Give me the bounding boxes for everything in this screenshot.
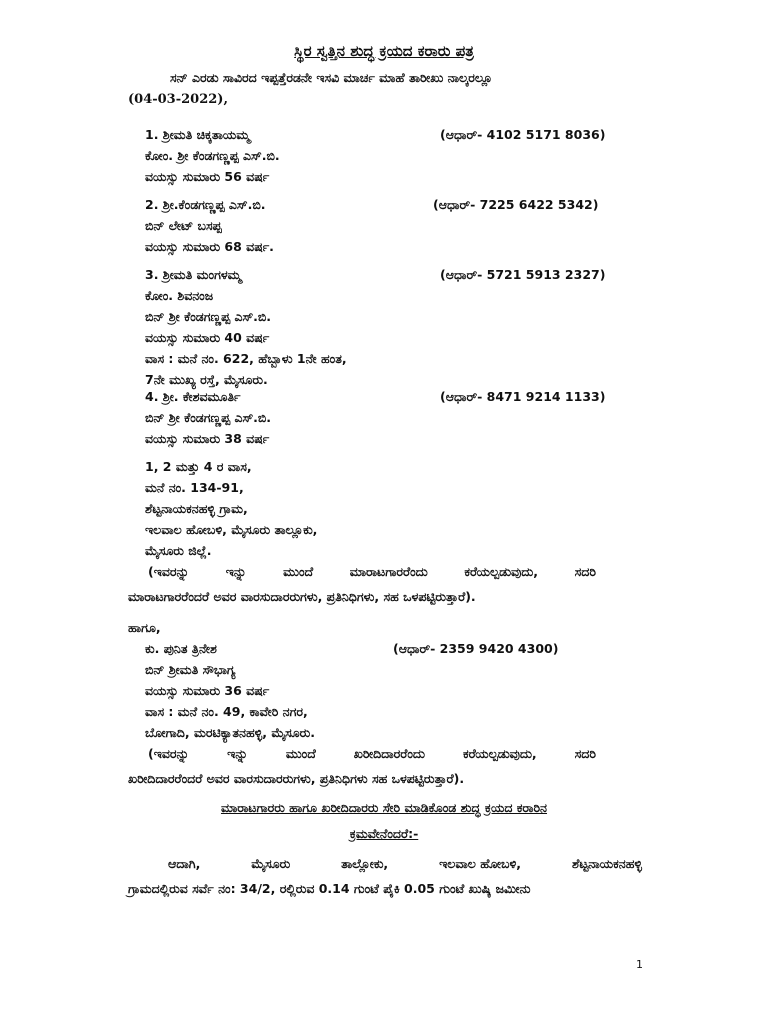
- seller-2-block: [145, 194, 625, 257]
- buyer-name: ಕು. ಪುನಿತ ತ್ರಿನೇಶ: [145, 641, 217, 656]
- address-line-2: ಮನೆ ನಂ. 134-91,: [145, 480, 244, 495]
- word: (ಇವರನ್ನು: [148, 564, 190, 579]
- address-line-1: 1, 2 ಮತ್ತು 4 ರ ವಾಸ,: [145, 459, 252, 474]
- word: ಮುಂದೆ: [283, 564, 314, 579]
- word: ಖರೀದಿದಾರರೆಂದು: [353, 746, 425, 761]
- address-line-3: ಶೆಟ್ಟನಾಯಕನಹಳ್ಳಿ ಗ್ರಾಮ,: [145, 501, 248, 516]
- buyer-relation: ಬಿನ್ ಶ್ರೀಮತಿ ಸೌಭಾಗ್ಯ: [145, 662, 236, 677]
- seller-3-name: 3. ಶ್ರೀಮತಿ ಮಂಗಳಮ್ಮ: [145, 267, 242, 282]
- address-line-4: ಇಲವಾಲ ಹೋಬಳಿ, ಮೈಸೂರು ತಾಲ್ಲೂಕು,: [145, 522, 318, 537]
- seller-4-name: 4. ಶ್ರೀ. ಕೇಶವಮೂರ್ತಿ: [145, 389, 241, 404]
- section-heading: ಮಾರಾಟಗಾರರು ಹಾಗೂ ಖರೀದಿದಾರರು ಸೇರಿ ಮಾಡಿಕೊಂಡ ಶುದ್ಧ ಕ್ರಯದ ಕರಾರಿನ: [220, 800, 548, 815]
- seller-2-relation: ಬಿನ್ ಲೇಟ್ ಬಸಪ್ಪ: [145, 218, 222, 233]
- seller-4-relation: ಬಿನ್ ಶ್ರೀ ಕೆಂಡಗಣ್ಣಪ್ಪ ಎಸ್.ಬಿ.: [145, 410, 272, 425]
- intro-date: (04-03-2022),: [128, 92, 228, 107]
- seller-3-relation: ಕೋಂ. ಶಿವನಂಜ: [145, 288, 214, 303]
- buyer-definition-line-2: ಖರೀದಿದಾರರೆಂದರೆ ಅವರ ವಾರಸುದಾರರುಗಳು, ಪ್ರತಿನಿಧಿಗಳು ಸಹ ಒಳಪಟ್ಟಿರುತ್ತಾರೆ).: [128, 771, 465, 786]
- seller-1-block: [145, 124, 625, 187]
- seller-3-aadhaar: (ಆಧಾರ್- 5721 5913 2327): [440, 267, 606, 282]
- seller-4-aadhaar: (ಆಧಾರ್- 8471 9214 1133): [440, 389, 606, 404]
- buyer-age: ವಯಸ್ಸು ಸುಮಾರು 36 ವರ್ಷ: [145, 683, 270, 698]
- word: ತಾಲ್ಲೋಕು,: [341, 856, 389, 871]
- word: ಸದರಿ: [574, 746, 596, 761]
- buyer-block: [145, 638, 625, 743]
- seller-2-name: 2. ಶ್ರೀ.ಕೆಂಡಗಣ್ಣಪ್ಪ ಎಸ್.ಬಿ.: [145, 197, 266, 212]
- word: ಇನ್ನು: [225, 564, 247, 579]
- buyer-address-2: ಬೋಗಾದಿ, ಮರಟಿಕ್ಯಾತನಹಳ್ಳಿ, ಮೈಸೂರು.: [145, 725, 315, 740]
- word: ಕರೆಯಲ್ಪಡುವುದು,: [464, 564, 539, 579]
- property-paragraph: [128, 850, 642, 900]
- seller-3-block: [145, 264, 625, 390]
- buyer-definition: [128, 740, 596, 790]
- buyer-address-1: ವಾಸ : ಮನೆ ನಂ. 49, ಕಾವೇರಿ ನಗರ,: [145, 704, 308, 719]
- section-subheading: ಕ್ರಮವೇನೆಂದರೆ:-: [349, 826, 419, 841]
- seller-3-age: ವಯಸ್ಸು ಸುಮಾರು 40 ವರ್ಷ: [145, 330, 270, 345]
- address-line-5: ಮೈಸೂರು ಜಿಲ್ಲೆ.: [145, 543, 212, 558]
- word: ಮಾರಾಟಗಾರರೆಂದು: [349, 564, 428, 579]
- page-number: 1: [636, 958, 643, 971]
- sellers-address-block: [145, 456, 625, 561]
- seller-3-son-of: ಬಿನ್ ಶ್ರೀ ಕೆಂಡಗಣ್ಣಪ್ಪ ಎಸ್.ಬಿ.: [145, 309, 272, 324]
- seller-2-aadhaar: (ಆಧಾರ್- 7225 6422 5342): [433, 197, 599, 212]
- word: ಶೆಟ್ಟನಾಯಕನಹಳ್ಳಿ: [571, 856, 642, 871]
- buyer-aadhaar: (ಆಧಾರ್- 2359 9420 4300): [393, 641, 559, 656]
- seller-4-block: [145, 386, 625, 449]
- seller-2-age: ವಯಸ್ಸು ಸುಮಾರು 68 ವರ್ಷ.: [145, 239, 274, 254]
- seller-1-name: 1. ಶ್ರೀಮತಿ ಚಿಕ್ಕತಾಯಮ್ಮ: [145, 127, 250, 142]
- word: ಇಲವಾಲ ಹೋಬಳಿ,: [439, 856, 522, 871]
- sellers-definition-line-2: ಮಾರಾಟಗಾರರೆಂದರೆ ಅವರ ವಾರಸುದಾರರುಗಳು, ಪ್ರತಿನಿಧಿಗಳು, ಸಹ ಒಳಪಟ್ಟಿರುತ್ತಾರೆ).: [128, 589, 476, 604]
- seller-3-address-1: ವಾಸ : ಮನೆ ನಂ. 622, ಹೆಬ್ಬಾಳು 1ನೇ ಹಂತ,: [145, 351, 347, 366]
- and-conjunction: ಹಾಗೂ,: [128, 620, 161, 635]
- word: ಮುಂದೆ: [285, 746, 316, 761]
- word: ಸದರಿ: [574, 564, 596, 579]
- property-paragraph-line-2: ಗ್ರಾಮದಲ್ಲಿರುವ ಸರ್ವೆ ನಂ: 34/2, ರಲ್ಲಿರುವ 0.14 ಗುಂಟೆ ಪೈಕಿ 0.05 ಗುಂಟೆ ಖುಷ್ಕಿ ಜಮೀನು: [128, 881, 531, 896]
- word: ಕರೆಯಲ್ಪಡುವುದು,: [462, 746, 537, 761]
- seller-1-age: ವಯಸ್ಸು ಸುಮಾರು 56 ವರ್ಷ: [145, 169, 270, 184]
- document-title: ಸ್ಥಿರ ಸ್ವತ್ತಿನ ಶುದ್ಧ ಕ್ರಯದ ಕರಾರು ಪತ್ರ: [294, 42, 474, 60]
- seller-4-age: ವಯಸ್ಸು ಸುಮಾರು 38 ವರ್ಷ: [145, 431, 270, 446]
- sellers-definition: [128, 558, 596, 608]
- word: ಆದಾಗಿ,: [168, 856, 201, 871]
- seller-1-relation: ಕೋಂ. ಶ್ರೀ ಕೆಂಡಗಣ್ಣಪ್ಪ ಎಸ್.ಬಿ.: [145, 148, 280, 163]
- word: ಇನ್ನು: [227, 746, 248, 761]
- word: ಮೈಸೂರು: [251, 856, 291, 871]
- intro-line-1: ಸನ್ ಎರಡು ಸಾವಿರದ ಇಪ್ಪತ್ತೆರಡನೇ ಇಸವಿ ಮಾರ್ಚ ಮಾಹೆ ತಾರೀಖು ನಾಲ್ಕರಲ್ಲೂ: [170, 70, 493, 85]
- seller-3-address-2: 7ನೇ ಮುಖ್ಯ ರಸ್ತೆ, ಮೈಸೂರು.: [145, 372, 268, 387]
- seller-1-aadhaar: (ಆಧಾರ್- 4102 5171 8036): [440, 127, 606, 142]
- word: (ಇವರನ್ನು: [148, 746, 190, 761]
